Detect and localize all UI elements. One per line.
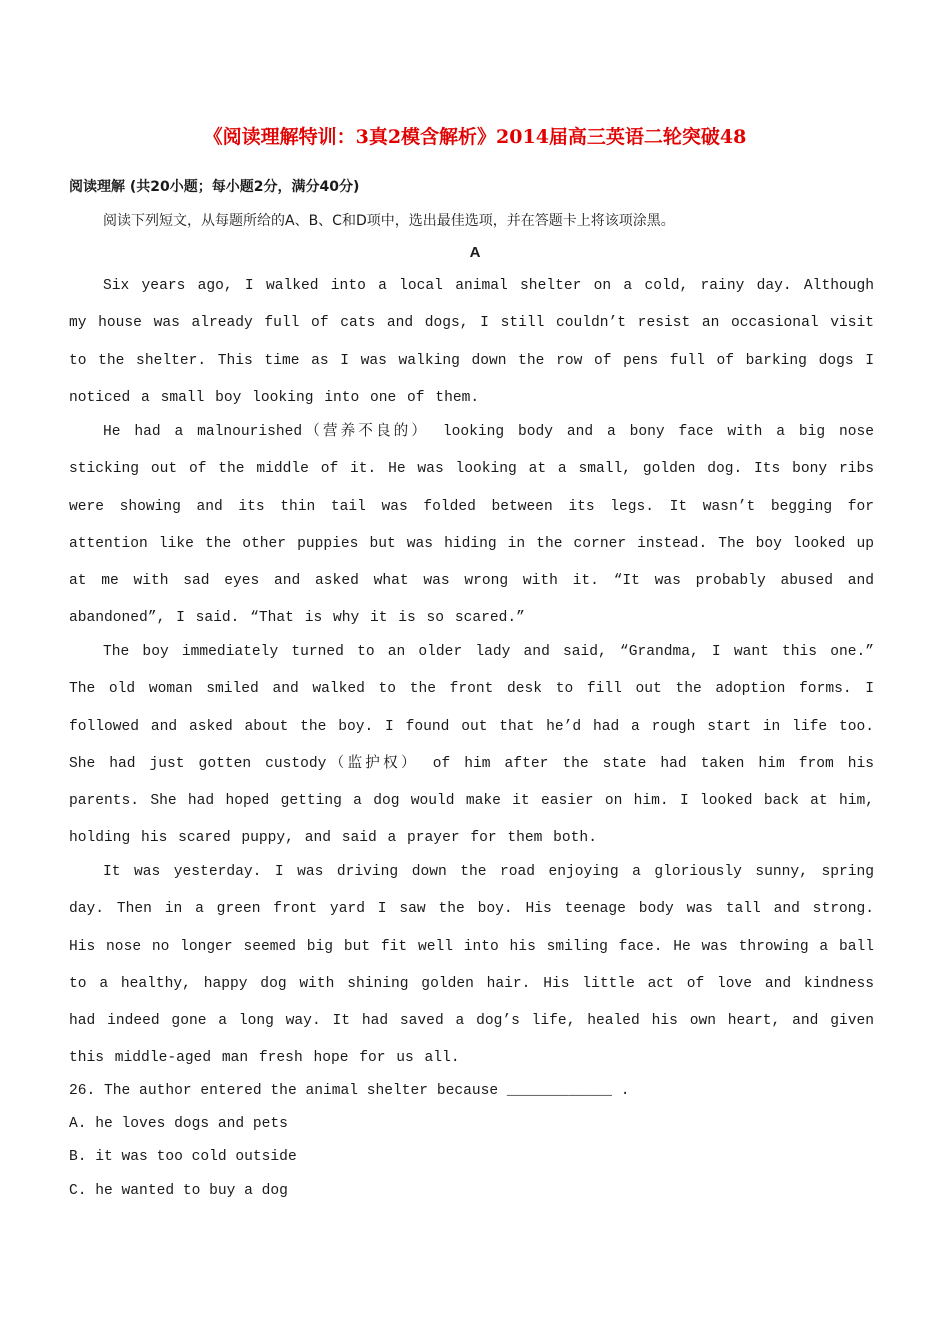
question-26-option-b: B. it was too cold outside xyxy=(69,1149,297,1165)
passage-label: A xyxy=(469,244,481,261)
question-26-option-a: A. he loves dogs and pets xyxy=(69,1116,288,1132)
passage-paragraph-2: He had a malnourished（营养不良的） looking body and a bony face with a big nose sticking out of the middle of it. He was looking at a small, golden dog. Its bony ribs were showing and its thin tail was folded between its legs. It wasn’t begging for attention like the other puppies but was hiding in the corner instead. The boy looked up at me with sad eyes and asked what was wrong with it. “It was probably abused and abandoned”, I said. “That is why it is so scared.” xyxy=(69,424,874,627)
passage-paragraph-3: The boy immediately turned to an older lady and said, “Grandma, I want this one.” The old woman smiled and walked to the front desk to fill out the adoption forms. I followed and asked about the boy. I found out that he’d had a rough start in life too. She had just gotten custody（监护权） of him after the state had taken him from his parents. She had hoped getting a dog would make it easier on him. I looked back at him, holding his scared puppy, and said a prayer for them both. xyxy=(69,644,874,847)
document-title: 《阅读理解特训：3真2模含解析》2014届高三英语二轮突破48 xyxy=(203,126,747,148)
instructions: 阅读下列短文，从每题所给的A、B、C和D项中，选出最佳选项，并在答题卡上将该项涂黑。 xyxy=(103,213,675,229)
passage-paragraph-1: Six years ago, I walked into a local animal shelter on a cold, rainy day. Although my house was already full of cats and dogs, I still couldn’t resist an occasional visit to the shelter. This time as I was walking down the row of pens full of barking dogs I noticed a small boy looking into one of them. xyxy=(69,278,874,406)
question-26-option-c: C. he wanted to buy a dog xyxy=(69,1183,288,1199)
passage-paragraph-4: It was yesterday. I was driving down the road enjoying a gloriously sunny, spring day. Then in a green front yard I saw the boy. His teenage body was tall and strong. His nose no longer seemed big but fit well into his smiling face. He was throwing a ball to a healthy, happy dog with shining golden hair. His little act of love and kindness had indeed gone a long way. It had saved a dog’s life, healed his own heart, and given this middle-aged man fresh hope for us all. xyxy=(69,864,874,1067)
question-26-stem: 26. The author entered the animal shelter because ____________ . xyxy=(69,1083,630,1099)
section-heading: 阅读理解 (共20小题；每小题2分，满分40分) xyxy=(69,179,360,195)
